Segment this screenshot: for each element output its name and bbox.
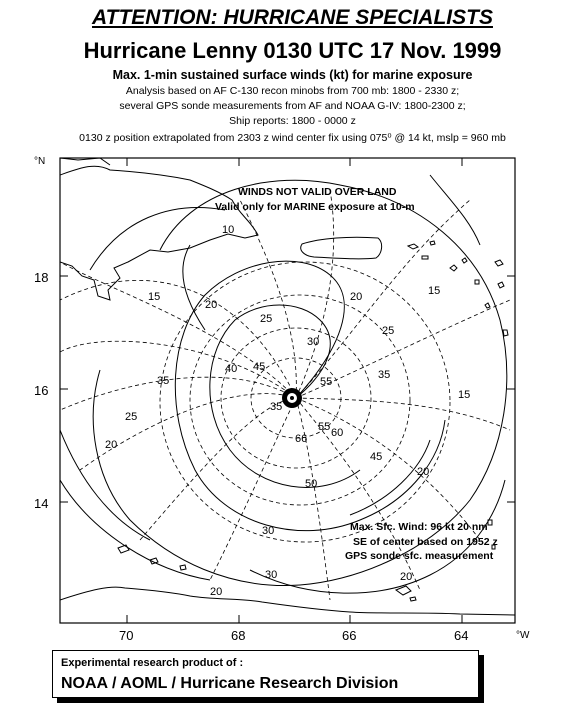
isotach-label: 35 [157,375,170,387]
lat-unit: °N [34,156,46,167]
isotach-label: 15 [428,285,441,297]
isotach-label: 15 [148,291,161,303]
isotach-label: 20 [400,571,413,583]
max-note-2: SE of center based on 1952 z [353,536,498,548]
lon-unit: °W [516,630,530,641]
isotach-label: 30 [265,569,278,581]
isotach-label: 66 [295,433,308,445]
isotach-label: 20 [350,291,363,303]
isotach-label: 25 [382,325,395,337]
isotach-label: 10 [222,224,235,236]
isotach-label: 30 [307,336,320,348]
footer-line-1: Experimental research product of : [61,657,244,669]
footer-credit [52,650,479,698]
cuba-coast [60,158,110,165]
south-american-coast [60,587,515,615]
warning-line-2: Valid only for MARINE exposure at 10-m [215,201,415,213]
isotach-label: 40 [225,363,238,375]
warning-line-1: WINDS NOT VALID OVER LAND [238,186,397,198]
analysis-note-2: several GPS sonde measurements from AF and NOAA G-IV: 1800-2300 z; [119,100,466,112]
isotach-label: 55 [318,421,331,433]
isotach-label: 30 [262,525,275,537]
margarita-island [396,586,416,601]
virgin-islands [408,241,435,259]
max-wind-note [345,521,498,562]
land-warning [215,186,415,213]
isotach-label: 20 [417,466,430,478]
lon-tick-70: 70 [119,628,134,643]
analysis-note-1: Analysis based on AF C-130 recon minobs from 700 mb: 1800 - 2330 z; [125,85,460,97]
lon-tick-64: 64 [454,628,469,643]
leeward-islands [450,258,508,336]
abc-islands [118,545,186,570]
lat-tick-16: 16 [34,383,49,398]
isotach-label: 20 [105,439,118,451]
page-title: Hurricane Lenny 0130 UTC 17 Nov. 1999 [83,38,502,63]
lat-tick-18: 18 [34,270,49,285]
isotach-label: 15 [458,389,471,401]
isotach-label: 20 [205,299,218,311]
isotach-label: 25 [260,313,273,325]
isotach-label: 55 [320,376,333,388]
lon-tick-66: 66 [342,628,357,643]
isotach-label: 50 [305,478,318,490]
isotach-label: 60 [331,427,344,439]
isotach-label: 25 [125,411,138,423]
max-note-1: Max. Sfc. Wind: 96 kt 20 nm [350,521,488,533]
position-note: 0130 z position extrapolated from 2303 z wind center fix using 075⁰ @ 14 kt, mslp = 960 mb [79,132,506,144]
puerto-rico-coast [301,237,382,259]
isotach-label: 45 [370,451,383,463]
isotach-label: 45 [253,361,266,373]
analysis-note-3: Ship reports: 1800 - 0000 z [229,115,356,127]
lat-tick-14: 14 [34,496,49,511]
max-note-3: GPS sonde sfc. measurement [345,550,494,562]
axis-labels [34,156,530,643]
isotach-label: 35 [270,401,283,413]
isotach-label: 35 [378,369,391,381]
chart-subtitle: Max. 1-min sustained surface winds (kt) for marine exposure [112,68,473,82]
lon-tick-68: 68 [231,628,246,643]
footer-line-2: NOAA / AOML / Hurricane Research Division [61,675,399,692]
attention-heading: ATTENTION: HURRICANE SPECIALISTS [92,6,493,29]
isotach-label: 20 [210,586,223,598]
hurricane-center [282,388,302,408]
